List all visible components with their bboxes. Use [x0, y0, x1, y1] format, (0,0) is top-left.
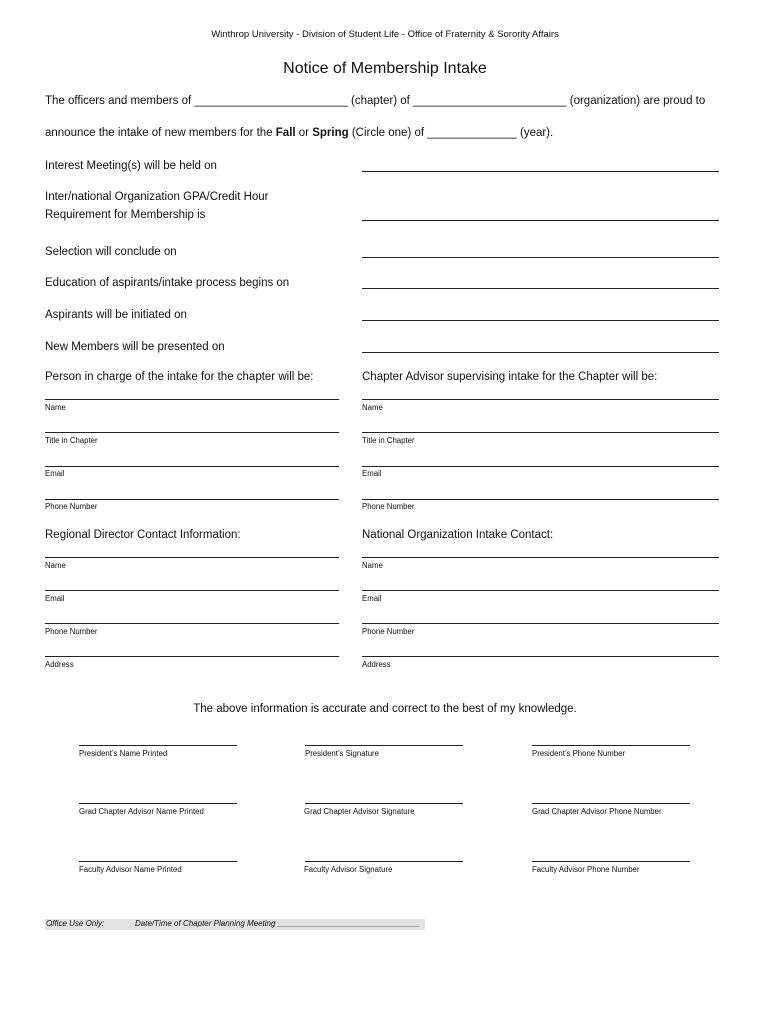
intake-email-label: Email — [45, 469, 65, 478]
field-line-gpa-requirement[interactable] — [362, 220, 719, 221]
advisor-email-label: Email — [362, 469, 382, 478]
planning-meeting-field[interactable]: Date/Time of Chapter Planning Meeting ________________________________ — [135, 919, 421, 928]
intake-person-heading: Person in charge of the intake for the chapter will be: — [45, 371, 314, 383]
national-email-label: Email — [362, 594, 382, 603]
faculty-advisor-name-line[interactable] — [79, 861, 237, 862]
intake-title-line[interactable] — [45, 432, 339, 433]
national-phone-line[interactable] — [362, 623, 719, 624]
intake-phone-line[interactable] — [45, 499, 339, 500]
regional-email-label: Email — [45, 594, 65, 603]
field-label-gpa-requirement: Inter/national Organization GPA/Credit Hour Requirement for Membership is — [45, 191, 269, 221]
accuracy-statement: The above information is accurate and correct to the best of my knowledge. — [193, 703, 577, 715]
intake-name-line[interactable] — [45, 399, 339, 400]
regional-address-label: Address — [45, 660, 74, 669]
faculty-advisor-signature-line[interactable] — [305, 861, 463, 862]
field-line-education[interactable] — [362, 288, 719, 289]
national-name-label: Name — [362, 561, 383, 570]
field-line-initiated[interactable] — [362, 320, 719, 321]
fall-option[interactable]: Fall — [275, 127, 296, 139]
national-email-line[interactable] — [362, 590, 719, 591]
intro-line-2-prefix: announce the intake of new members for the — [45, 127, 276, 139]
intake-phone-label: Phone Number — [45, 502, 98, 511]
form-header: Winthrop University - Division of Student Life - Office of Fraternity & Sorority Affairs — [211, 29, 559, 40]
form-title: Notice of Membership Intake — [283, 60, 487, 77]
grad-advisor-name-line[interactable] — [79, 803, 237, 804]
regional-phone-label: Phone Number — [45, 627, 98, 636]
intake-title-label: Title in Chapter — [45, 436, 98, 445]
field-label-selection: Selection will conclude on — [45, 246, 177, 258]
field-label-interest-meeting: Interest Meeting(s) will be held on — [45, 160, 217, 172]
advisor-name-label: Name — [362, 403, 383, 412]
president-phone-label: President’s Phone Number — [532, 749, 626, 758]
faculty-advisor-name-label: Faculty Advisor Name Printed — [79, 865, 182, 874]
grad-advisor-phone-line[interactable] — [532, 803, 690, 804]
field-line-selection[interactable] — [362, 257, 719, 258]
regional-email-line[interactable] — [45, 590, 339, 591]
faculty-advisor-phone-label: Faculty Advisor Phone Number — [532, 865, 640, 874]
intake-email-line[interactable] — [45, 466, 339, 467]
intro-line-2 — [45, 127, 553, 139]
intake-name-label: Name — [45, 403, 66, 412]
field-line-presented[interactable] — [362, 352, 719, 353]
advisor-name-line[interactable] — [362, 399, 719, 400]
advisor-phone-label: Phone Number — [362, 502, 415, 511]
grad-advisor-phone-label: Grad Chapter Advisor Phone Number — [532, 807, 662, 816]
advisor-title-label: Title in Chapter — [362, 436, 415, 445]
advisor-phone-line[interactable] — [362, 499, 719, 500]
regional-address-line[interactable] — [45, 656, 339, 657]
president-signature-line[interactable] — [305, 745, 463, 746]
national-address-label: Address — [362, 660, 391, 669]
national-intake-heading: National Organization Intake Contact: — [362, 529, 554, 541]
intro-line-2-suffix: (Circle one) of ______________ (year). — [348, 127, 554, 139]
regional-phone-line[interactable] — [45, 623, 339, 624]
grad-advisor-signature-label: Grad Chapter Advisor Signature — [304, 807, 415, 816]
president-signature-label: President’s Signature — [305, 749, 379, 758]
national-name-line[interactable] — [362, 557, 719, 558]
advisor-email-line[interactable] — [362, 466, 719, 467]
faculty-advisor-signature-label: Faculty Advisor Signature — [304, 865, 393, 874]
regional-name-label: Name — [45, 561, 66, 570]
faculty-advisor-phone-line[interactable] — [532, 861, 690, 862]
spring-option[interactable]: Spring — [312, 127, 349, 139]
national-phone-label: Phone Number — [362, 627, 415, 636]
grad-advisor-name-label: Grad Chapter Advisor Name Printed — [79, 807, 204, 816]
regional-name-line[interactable] — [45, 557, 339, 558]
field-label-education: Education of aspirants/intake process begins on — [45, 277, 290, 289]
president-name-label: President’s Name Printed — [79, 749, 168, 758]
field-label-presented: New Members will be presented on — [45, 341, 225, 353]
field-label-initiated: Aspirants will be initiated on — [45, 309, 187, 321]
chapter-advisor-heading: Chapter Advisor supervising intake for the Chapter will be: — [362, 371, 658, 383]
grad-advisor-signature-line[interactable] — [305, 803, 463, 804]
office-use-label: Office Use Only: — [46, 919, 105, 928]
field-line-interest-meeting[interactable] — [362, 171, 719, 172]
national-address-line[interactable] — [362, 656, 719, 657]
intro-line-1: The officers and members of ________________________ (chapter) of ________________________ (organization) are proud to — [45, 95, 706, 107]
office-use-bar — [45, 919, 425, 930]
president-name-line[interactable] — [79, 745, 237, 746]
president-phone-line[interactable] — [532, 745, 690, 746]
regional-director-heading: Regional Director Contact Information: — [45, 529, 241, 541]
advisor-title-line[interactable] — [362, 432, 719, 433]
or-text: or — [295, 127, 313, 139]
